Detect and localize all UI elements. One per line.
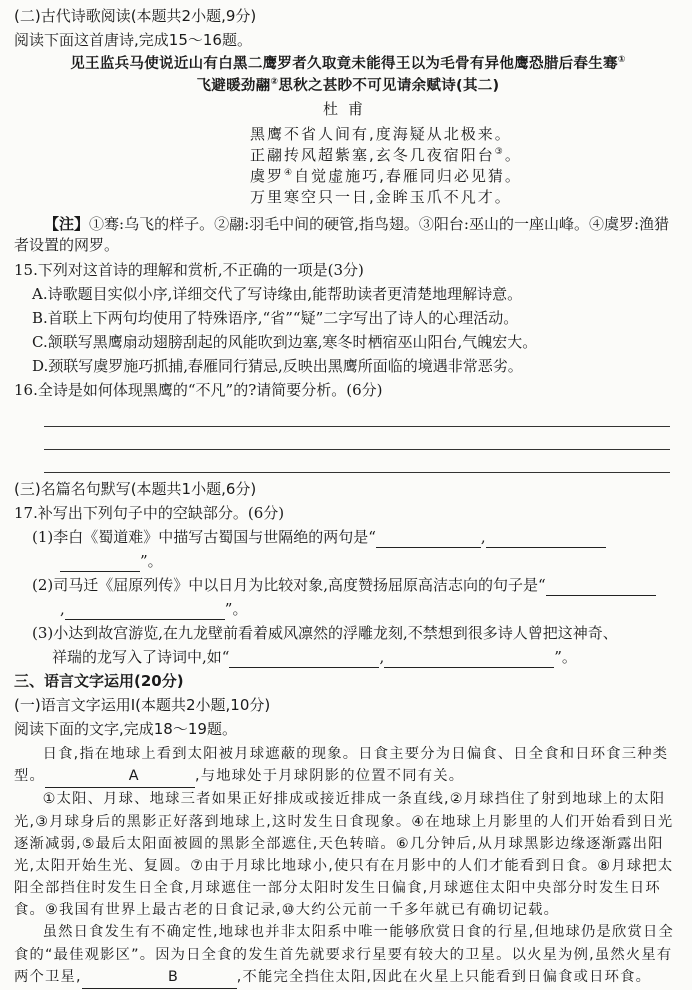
poem-line-3 (250, 166, 682, 187)
blank-a[interactable]: A (45, 765, 195, 788)
q15-option-c[interactable]: C.颔联写黑鹰扇动翅膀刮起的风能吹到边塞,寒冬时栖宿巫山阳台,气魄宏大。 (32, 333, 538, 352)
q17-1-text: (1)李白《蜀道难》中描写古蜀国与世隔绝的两句是“ (32, 528, 376, 547)
section-2-heading: (二)古代诗歌阅读(本题共2小题,9分) (14, 7, 257, 25)
q15-option-b[interactable]: B.首联上下两句均使用了特殊语序,“省”“疑”二字写出了诗人的心理活动。 (32, 309, 519, 328)
q17-2-blank-1[interactable] (546, 581, 656, 596)
passage-paragraph-3 (14, 921, 682, 988)
q17-2-mid: , (60, 600, 65, 619)
q17-1-blank-1[interactable] (376, 533, 481, 548)
q17-3-mid: , (379, 648, 385, 667)
sub-1-instruction: 阅读下面的文字,完成18～19题。 (14, 720, 237, 739)
poem-line-1: 黑鹰不省人间有,度海疑从北极来。 (250, 124, 512, 143)
poem-line-3-note: ④ (284, 167, 295, 178)
poem-line-2-text: 正翮抟风超紫塞,玄冬几夜宿阳台 (250, 145, 495, 164)
poem-body (14, 124, 682, 208)
passage-p3b: ,不能完全挡住太阳,因此在火星上只能看到日偏食或日环食。 (236, 968, 652, 985)
blank-b[interactable]: B (82, 966, 237, 989)
poem-notes (14, 214, 682, 258)
q17-item-3-cont (14, 647, 682, 668)
q17-item-2-cont (14, 599, 682, 620)
part-3-heading: 三、语言文字运用(20分) (14, 672, 184, 691)
q17-3-blank-1[interactable] (229, 653, 379, 668)
q16-answer-line-2[interactable] (44, 427, 670, 450)
q17-item-2 (14, 575, 682, 596)
sub-1-heading: (一)语言文字运用Ⅰ(本题共2小题,10分) (14, 696, 271, 715)
q17-1-end: ”。 (140, 552, 163, 571)
poem-title-note2: ② (270, 77, 279, 88)
poem-title-text1: 见王监兵马使说近山有白黑二鹰罗者久取竟未能得王以为毛骨有异他鹰恐腊后春生骞 (70, 56, 618, 72)
poem-title-text2a: 飞避暖劲翮 (196, 78, 271, 95)
passage-p1b: ,与地球处于月球阴影的位置不同有关。 (195, 768, 465, 785)
poem-title-line1 (14, 54, 682, 74)
q15-option-d[interactable]: D.颈联写虞罗施巧抓捕,春雁同行猜忌,反映出黑鹰所面临的境遇非常恶劣。 (32, 357, 523, 376)
q16-answer-line-1[interactable] (44, 404, 670, 427)
poem-line-2-end: 。 (504, 145, 522, 164)
q17-3-end: ”。 (554, 648, 577, 667)
poem-line-2-note: ③ (494, 146, 505, 157)
poem-line-2 (250, 145, 682, 166)
q17-1-blank-2[interactable] (486, 533, 606, 548)
poem-title-note1: ① (617, 55, 626, 66)
q17-item-3: (3)小达到故宫游览,在九龙壁前看着威风凛然的浮雕龙刻,不禁想到很多诗人曾把这神奇、 (32, 624, 618, 643)
passage-p3a: 虽然日食发生有不确定性,地球也并非太阳系中唯一能够欣赏日食的行星,但地球仍是欣赏日全食的“最佳观影区”。因为日全食的发生首先就要求行星要有较大的卫星。以火星为例,虽然火星有两个卫星, (14, 924, 674, 985)
q17-1-blank-3[interactable] (60, 557, 140, 572)
q17-item-1 (14, 527, 682, 548)
q15-stem: 15.下列对这首诗的理解和赏析,不正确的一项是(3分) (14, 261, 364, 280)
poem-title-text2b: 思秋之甚眇不可见请余赋诗(其二) (278, 78, 500, 95)
q17-stem: 17.补写出下列句子中的空缺部分。(6分) (14, 504, 285, 523)
passage-paragraph-2: ①太阳、月球、地球三者如果正好排成或接近排成一条直线,②月球挡住了射到地球上的太阳光,③月球身后的黑影正好落到地球上,这时发生日食现象。④在地球上月影里的人们开始看到日光逐渐减弱,⑤最后太阳面被圆的黑影全部遮住,天色转暗。⑥几分钟后,从月球黑影边缘逐渐露出阳光,太阳开始生光、复圆。⑦由于月球比地球小,使只有在月影中的人们才能看到日食。⑧月球把太阳全部挡住时发生日全食,月球遮住一部分太阳时发生日偏食,月球遮住太阳中央部分时发生日环食。⑨我国有世界上最古老的日食记录,⑩大约公元前一千多年就已有确切记载。 (14, 791, 674, 919)
section-2-instruction: 阅读下面这首唐诗,完成15～16题。 (14, 31, 252, 49)
note-label: 【注】 (44, 214, 90, 233)
q17-2-end: ”。 (224, 600, 248, 619)
poem-line-4: 万里寒空只一日,金眸玉爪不凡才。 (250, 187, 512, 206)
poem-line-3a: 虞罗 (250, 166, 285, 185)
passage-p1a: 日食,指在地球上看到太阳被月球遮蔽的现象。日食主要分为日偏食、日全食和日环食三种类型。 (14, 746, 669, 785)
q17-3-blank-2[interactable] (384, 653, 554, 668)
q16-stem: 16.全诗是如何体现黑鹰的“不凡”的?请简要分析。(6分) (14, 381, 383, 400)
q16-answer-line-3[interactable] (44, 450, 670, 473)
poem-author: 杜甫 (322, 99, 373, 118)
poem-title-line2 (14, 76, 682, 96)
section-3-heading: (三)名篇名句默写(本题共1小题,6分) (14, 480, 257, 499)
q17-2-blank-2[interactable] (65, 605, 225, 620)
poem-line-3b: 自觉虚施巧,春雁同归必见猜。 (294, 166, 522, 185)
q17-1-mid: , (480, 528, 486, 547)
q17-item-1-cont (14, 551, 682, 572)
q17-2-text: (2)司马迁《屈原列传》中以日月为比较对象,高度赞扬屈原高洁志向的句子是“ (32, 576, 546, 595)
note-text: ①骞:乌飞的样子。②翮:羽毛中间的硬管,指鸟翅。③阳台:巫山的一座山峰。④虞罗:渔猎者设置的网罗。 (14, 214, 670, 255)
q17-3-text: 祥瑞的龙写入了诗词中,如“ (52, 648, 230, 667)
q15-option-a[interactable]: A.诗歌题目实似小序,详细交代了写诗缘由,能帮助读者更清楚地理解诗意。 (32, 285, 523, 304)
passage-paragraph-1 (14, 743, 682, 788)
